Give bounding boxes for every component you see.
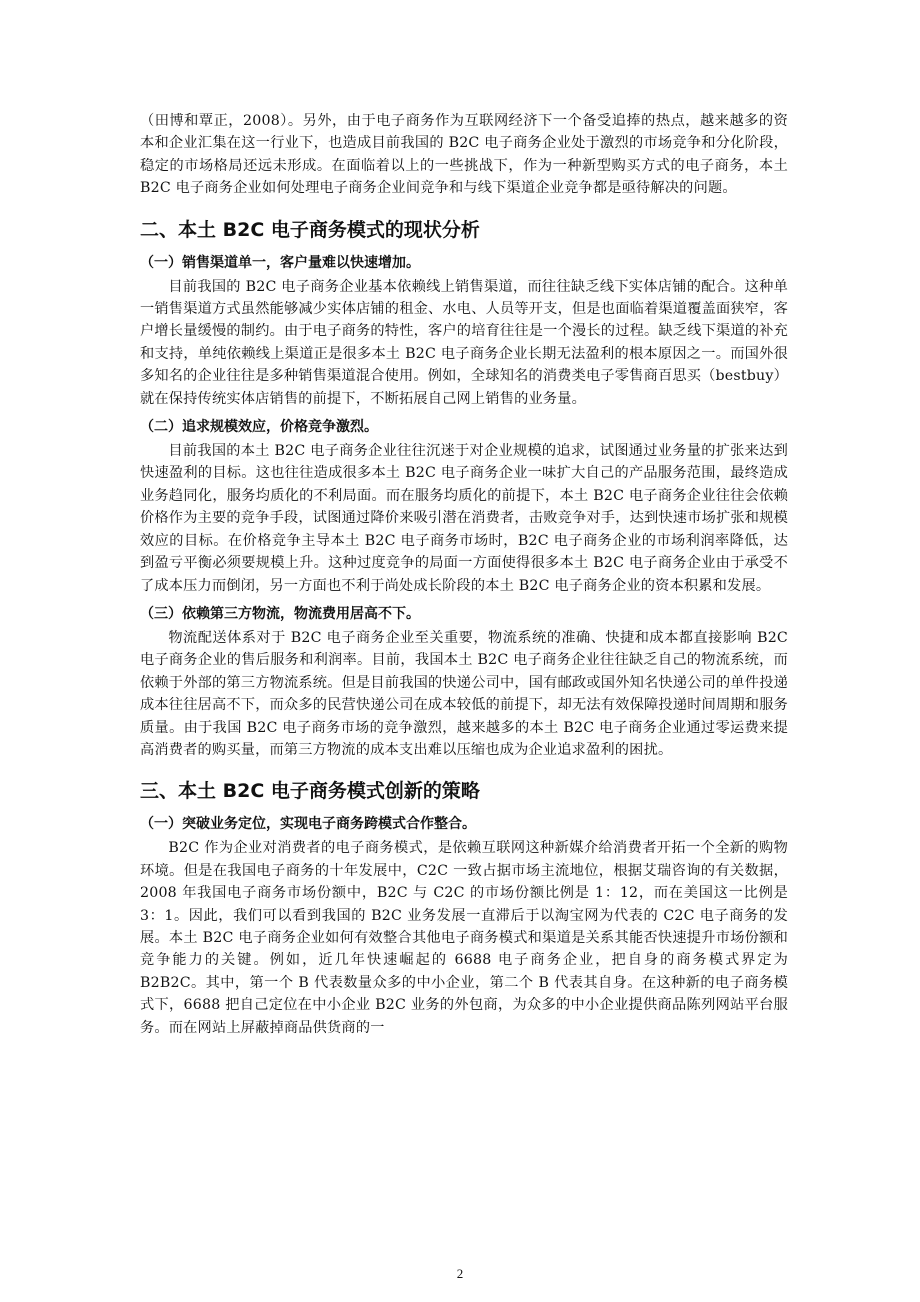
subsection-heading-3-1: （一）突破业务定位，实现电子商务跨模式合作整合。 bbox=[140, 816, 476, 833]
paragraph-2-2: 目前我国的本土 B2C 电子商务企业往往沉迷于对企业规模的追求，试图通过业务量的扩张来达到快速盈利的目标。这也往往造成很多本土 B2C 电子商务企业一味扩大自己的产品服务范围，最终造成业务趋同化，服务均质化的不利局面。而在服务均质化的前提下，本土 B2C 电子商务企业往往会依赖价格作为主要的竞争手段，试图通过降价来吸引潜在消费者，击败竞争对手，达到快速市场扩张和规模效应的目标。在价格竞争主导本土 B2C 电子商务市场时，B2C 电子商务企业的市场利润率降低，达到盈亏平衡必须要规模上升。这种过度竞争的局面一方面使得很多本土 B2C 电子商务企业由于承受不了成本压力而倒闭，另一方面也不利于尚处成长阶段的本土 B2C 电子商务企业的资本积累和发展。 bbox=[140, 443, 788, 594]
paragraph-2-3: 物流配送体系对于 B2C 电子商务企业至关重要，物流系统的准确、快捷和成本都直接影响 B2C 电子商务企业的售后服务和利润率。目前，我国本土 B2C 电子商务企业往往缺乏自己的物流系统，而依赖于外部的第三方物流系统。但是目前我国的快递公司中，国有邮政或国外知名快递公司的单件投递成本往往居高不下，而众多的民营快递公司在成本较低的前提下，却无法有效保障投递时间周期和服务质量。由于我国 B2C 电子商务市场的竞争激烈，越来越多的本土 B2C 电子商务企业通过零运费来提高消费者的购买量，而第三方物流的成本支出难以压缩也成为企业追求盈利的困扰。 bbox=[140, 629, 788, 758]
section-heading-2: 二、本土 B2C 电子商务模式的现状分析 bbox=[140, 218, 480, 241]
intro-paragraph: （田博和覃正，2008）。另外，由于电子商务作为互联网经济下一个备受追捧的热点，越来越多的资本和企业汇集在这一行业下，也造成目前我国的 B2C 电子商务企业处于激烈的市场竞争和分化阶段，稳定的市场格局还远未形成。在面临着以上的一些挑战下，作为一种新型购买方式的电子商务，本土 B2C 电子商务企业如何处理电子商务企业间竞争和与线下渠道企业竞争都是亟待解决的问题。 bbox=[140, 113, 788, 197]
page-number: 2 bbox=[456, 1266, 464, 1281]
subsection-heading-2-2: （二）追求规模效应，价格竞争激烈。 bbox=[140, 419, 378, 436]
paragraph-3-1: B2C 作为企业对消费者的电子商务模式，是依赖互联网这种新媒介给消费者开拓一个全新的购物环境。但是在我国电子商务的十年发展中，C2C 一致占据市场主流地位，根据艾瑞咨询的有关数据，2008 年我国电子商务市场份额中，B2C 与 C2C 的市场份额比例是 1：12，而在美国这一比例是 3：1。因此，我们可以看到我国的 B2C 业务发展一直滞后于以淘宝网为代表的 C2C 电子商务的发展。本土 B2C 电子商务企业如何有效整合其他电子商务模式和渠道是关系其能否快速提升市场份额和竞争能力的关键。例如，近几年快速崛起的 6688 电子商务企业，把自身的商务模式界定为 B2B2C。其中，第一个 B 代表数量众多的中小企业，第二个 B 代表其自身。在这种新的电子商务模式下，6688 把自己定位在中小企业 B2C 业务的外包商，为众多的中小企业提供商品陈列网站平台服务。而在网站上屏蔽掉商品供货商的一 bbox=[140, 840, 788, 1036]
document-page bbox=[140, 110, 788, 1039]
paragraph-2-1: 目前我国的 B2C 电子商务企业基本依赖线上销售渠道，而往往缺乏线下实体店铺的配合。这种单一销售渠道方式虽然能够减少实体店铺的租金、水电、人员等开支，但是也面临着渠道覆盖面狭窄，客户增长量缓慢的制约。由于电子商务的特性，客户的培育往往是一个漫长的过程。缺乏线下渠道的补充和支持，单纯依赖线上渠道正是很多本土 B2C 电子商务企业长期无法盈利的根本原因之一。而国外很多知名的企业往往是多种销售渠道混合使用。例如，全球知名的消费类电子零售商百思买（bestbuy）就在保持传统实体店销售的前提下，不断拓展自己网上销售的业务量。 bbox=[140, 278, 788, 407]
subsection-heading-2-1: （一）销售渠道单一，客户量难以快速增加。 bbox=[140, 254, 420, 271]
section-heading-3: 三、本土 B2C 电子商务模式创新的策略 bbox=[140, 780, 480, 803]
subsection-heading-2-3: （三）依赖第三方物流，物流费用居高不下。 bbox=[140, 605, 420, 622]
